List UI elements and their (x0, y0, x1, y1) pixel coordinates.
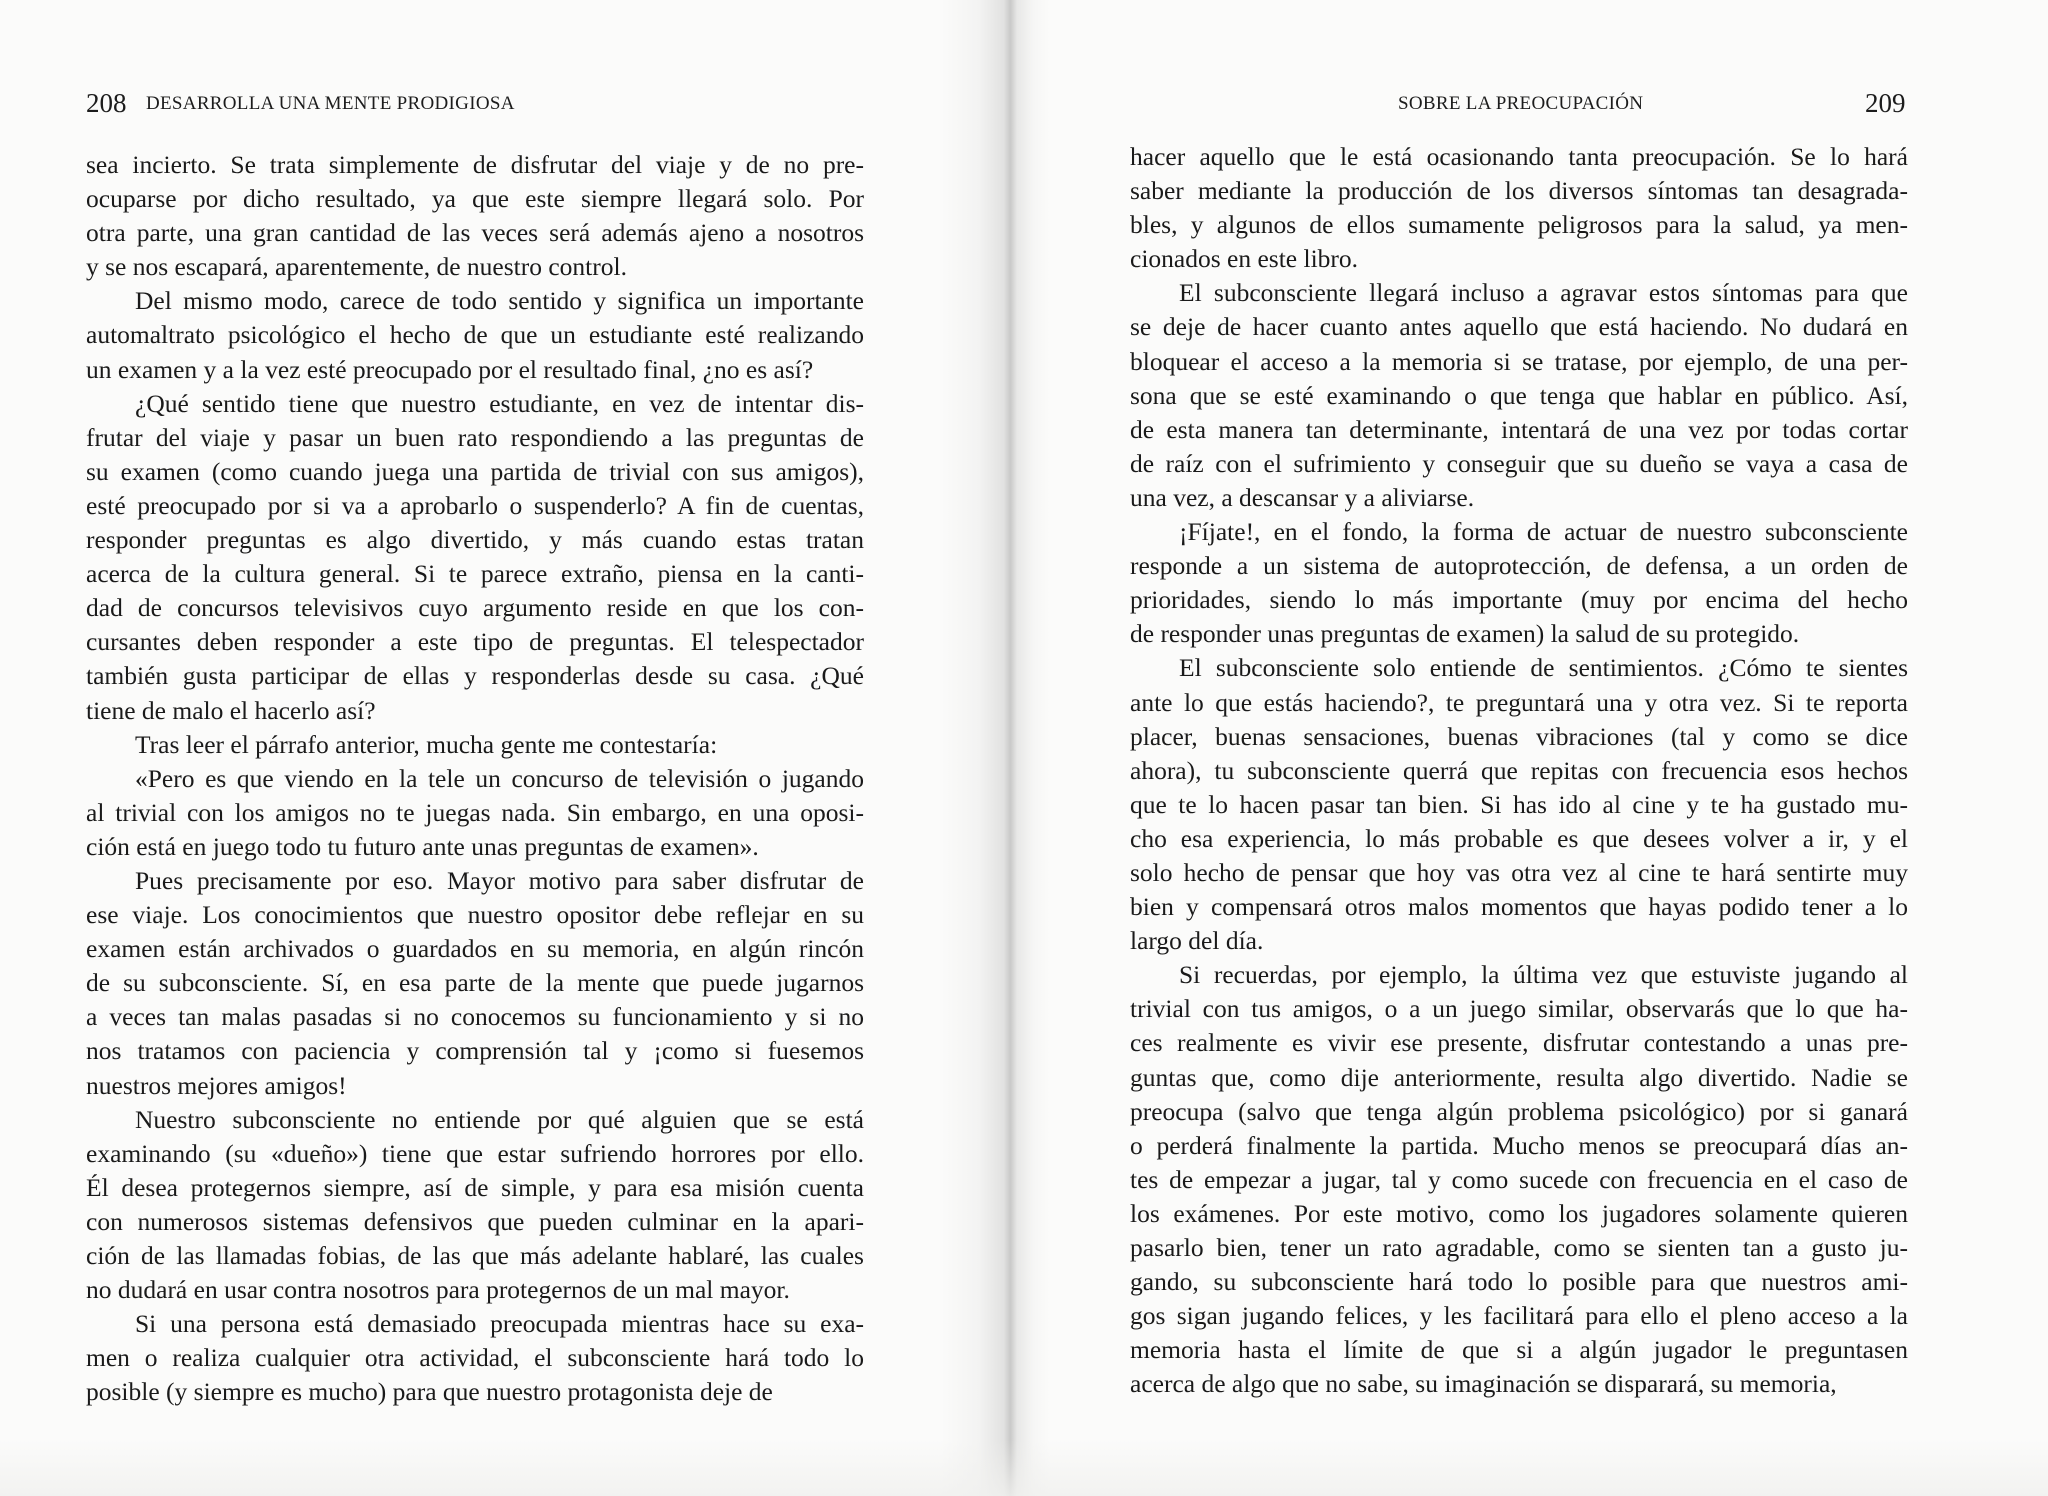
text-line: al trivial con los amigos no te juegas nada. Sin embargo, en una oposi- (86, 797, 864, 827)
text-line: o perderá finalmente la partida. Mucho menos se preocupará días an- (1130, 1130, 1908, 1160)
text-line: trivial con tus amigos, o a un juego similar, observarás que lo que ha- (1130, 994, 1908, 1024)
text-line: Si recuerdas, por ejemplo, la última vez que estuviste jugando al (1179, 960, 1908, 990)
text-line: responde a un sistema de autoprotección, de defensa, a un orden de (1130, 551, 1908, 581)
text-line: «Pero es que viendo en la tele un concurso de televisión o jugando (135, 763, 864, 793)
text-line: de esta manera tan determinante, intentará de una vez por todas cortar (1130, 414, 1908, 444)
text-line: sea incierto. Se trata simplemente de disfrutar del viaje y de no pre- (86, 150, 864, 179)
text-line: prioridades, siendo lo más importante (muy por encima del hecho (1130, 585, 1908, 615)
text-line: con numerosos sistemas defensivos que pueden culminar en la apari- (86, 1206, 864, 1236)
text-line: bien y compensará otros malos momentos que hayas podido tener a lo (1130, 892, 1908, 922)
text-line: responder preguntas es algo divertido, y más cuando estas tratan (86, 525, 864, 555)
text-line: ante lo que estás haciendo?, te preguntará una y otra vez. Si te reporta (1130, 687, 1908, 717)
text-line: Del mismo modo, carece de todo sentido y significa un importante (135, 286, 864, 316)
text-line: ción de las llamadas fobias, de las que más adelante hablaré, las cuales (86, 1241, 864, 1270)
text-line: memoria hasta el límite de que si a algún jugador le preguntasen (1130, 1335, 1908, 1365)
text-line: no dudará en usar contra nosotros para protegernos de un mal mayor. (86, 1275, 790, 1305)
text-line: largo del día. (1130, 926, 1264, 956)
text-line: un examen y a la vez esté preocupado por el resultado final, ¿no es así? (86, 354, 814, 384)
text-line: dad de concursos televisivos cuyo argumento reside en que los con- (86, 593, 864, 623)
text-line: los exámenes. Por este motivo, como los jugadores solamente quieren (1130, 1198, 1908, 1228)
text-line: ¡Fíjate!, en el fondo, la forma de actuar de nuestro subconsciente (1179, 517, 1908, 547)
text-line: Tras leer el párrafo anterior, mucha gente me contestaría: (135, 729, 718, 759)
text-line: El subconsciente solo entiende de sentimientos. ¿Cómo te sientes (1179, 653, 1908, 683)
right-running-head: SOBRE LA PREOCUPACIÓN (1398, 93, 1644, 114)
right-page (994, 0, 2048, 1496)
text-line: de raíz con el sufrimiento y conseguir que su dueño se vaya a casa de (1130, 448, 1908, 478)
text-line: acerca de algo que no sabe, su imaginación se disparará, su memoria, (1130, 1369, 1837, 1399)
text-line: saber mediante la producción de los diversos síntomas tan desagrada- (1130, 176, 1908, 206)
text-line: bles, y algunos de ellos sumamente peligrosos para la salud, ya men- (1130, 210, 1908, 240)
text-line: otra parte, una gran cantidad de las veces será además ajeno a nosotros (86, 218, 864, 248)
text-line: esté preocupado por si va a aprobarlo o suspenderlo? A fin de cuentas, (86, 490, 864, 520)
text-line: placer, buenas sensaciones, buenas vibraciones (tal y como se dice (1130, 721, 1908, 751)
text-line: gos sigan jugando felices, y les facilitará para ello el pleno acceso a la (1130, 1301, 1908, 1331)
text-line: y se nos escapará, aparentemente, de nuestro control. (86, 252, 627, 282)
text-line: preocupa (salvo que tenga algún problema psicológico) por si ganará (1130, 1096, 1908, 1126)
text-line: Él desea protegernos siempre, así de simple, y para esa misión cuenta (86, 1172, 864, 1202)
text-line: cursantes deben responder a este tipo de preguntas. El telespectador (86, 627, 864, 657)
text-line: men o realiza cualquier otra actividad, el subconsciente hará todo lo (86, 1343, 864, 1373)
book-gutter-shadow (940, 0, 1050, 1496)
text-line: nos tratamos con paciencia y comprensión tal y ¡como si fuesemos (86, 1036, 864, 1066)
text-line: guntas que, como dije anteriormente, resulta algo divertido. Nadie se (1130, 1062, 1908, 1092)
page-bottom-edge (0, 1440, 2048, 1496)
text-line: ocuparse por dicho resultado, ya que este siempre llegará solo. Por (86, 184, 864, 214)
text-line: El subconsciente llegará incluso a agravar estos síntomas para que (1179, 278, 1908, 308)
text-line: ción está en juego todo tu futuro ante unas preguntas de examen». (86, 831, 759, 861)
text-line: tes de empezar a jugar, tal y como sucede con frecuencia en el caso de (1130, 1164, 1908, 1194)
text-line: cho esa experiencia, lo más probable es que desees volver a ir, y el (1130, 823, 1908, 853)
text-line: gando, su subconsciente hará todo lo posible para que nuestros ami- (1130, 1267, 1908, 1297)
text-line: de su subconsciente. Sí, en esa parte de la mente que puede jugarnos (86, 968, 864, 998)
left-page-header (86, 86, 515, 120)
text-line: bloquear el acceso a la memoria si se tratase, por ejemplo, de una per- (1130, 346, 1908, 376)
text-line: ces realmente es vivir ese presente, disfrutar contestando a unas pre- (1130, 1028, 1908, 1058)
text-line: examinando (su «dueño») tiene que estar sufriendo horrores por ello. (86, 1138, 864, 1168)
text-line: ahora), tu subconsciente querrá que repitas con frecuencia esos hechos (1130, 755, 1908, 785)
text-line: pasarlo bien, tener un rato agradable, como se sienten tan a gusto ju- (1130, 1233, 1908, 1262)
text-line: sona que se esté examinando o que tenga que hablar en público. Así, (1130, 380, 1908, 410)
text-line: también gusta participar de ellas y responderlas desde su casa. ¿Qué (86, 661, 864, 691)
text-line: se deje de hacer cuanto antes aquello que está haciendo. No dudará en (1130, 312, 1908, 342)
text-line: acerca de la cultura general. Si te parece extraño, piensa en la canti- (86, 559, 864, 589)
text-line: Pues precisamente por eso. Mayor motivo para saber disfrutar de (135, 865, 864, 895)
text-line: que te lo hacen pasar tan bien. Si has ido al cine y te ha gustado mu- (1130, 789, 1908, 819)
text-line: automaltrato psicológico el hecho de que un estudiante esté realizando (86, 320, 864, 350)
text-line: su examen (como cuando juega una partida de trivial con sus amigos), (86, 456, 864, 486)
text-line: cionados en este libro. (1130, 244, 1359, 274)
left-running-head: DESARROLLA UNA MENTE PRODIGIOSA (146, 93, 515, 114)
text-line: solo hecho de pensar que hoy vas otra vez al cine te hará sentirte muy (1130, 857, 1908, 887)
text-line: posible (y siempre es mucho) para que nuestro protagonista deje de (86, 1377, 773, 1407)
text-line: hacer aquello que le está ocasionando tanta preocupación. Se lo hará (1130, 142, 1908, 171)
text-line: frutar del viaje y pasar un buen rato respondiendo a las preguntas de (86, 422, 864, 452)
text-line: Nuestro subconsciente no entiende por qué alguien que se está (135, 1104, 864, 1134)
left-page (0, 0, 994, 1496)
text-line: examen están archivados o guardados en su memoria, en algún rincón (86, 934, 864, 964)
text-line: a veces tan malas pasadas si no conocemos su funcionamiento y si no (86, 1002, 864, 1032)
right-page-number: 209 (1865, 88, 1906, 118)
left-page-body (86, 148, 864, 1409)
text-line: tiene de malo el hacerlo así? (86, 695, 376, 725)
text-line: Si una persona está demasiado preocupada mientras hace su exa- (135, 1309, 864, 1339)
text-line: de responder unas preguntas de examen) la salud de su protegido. (1130, 619, 1800, 649)
text-line: una vez, a descansar y a aliviarse. (1130, 482, 1475, 512)
right-page-body (1130, 140, 1908, 1401)
text-line: ese viaje. Los conocimientos que nuestro opositor debe reflejar en su (86, 900, 864, 930)
text-line: ¿Qué sentido tiene que nuestro estudiante, en vez de intentar dis- (135, 388, 864, 418)
left-page-number: 208 (86, 88, 127, 118)
text-line: nuestros mejores amigos! (86, 1070, 347, 1100)
